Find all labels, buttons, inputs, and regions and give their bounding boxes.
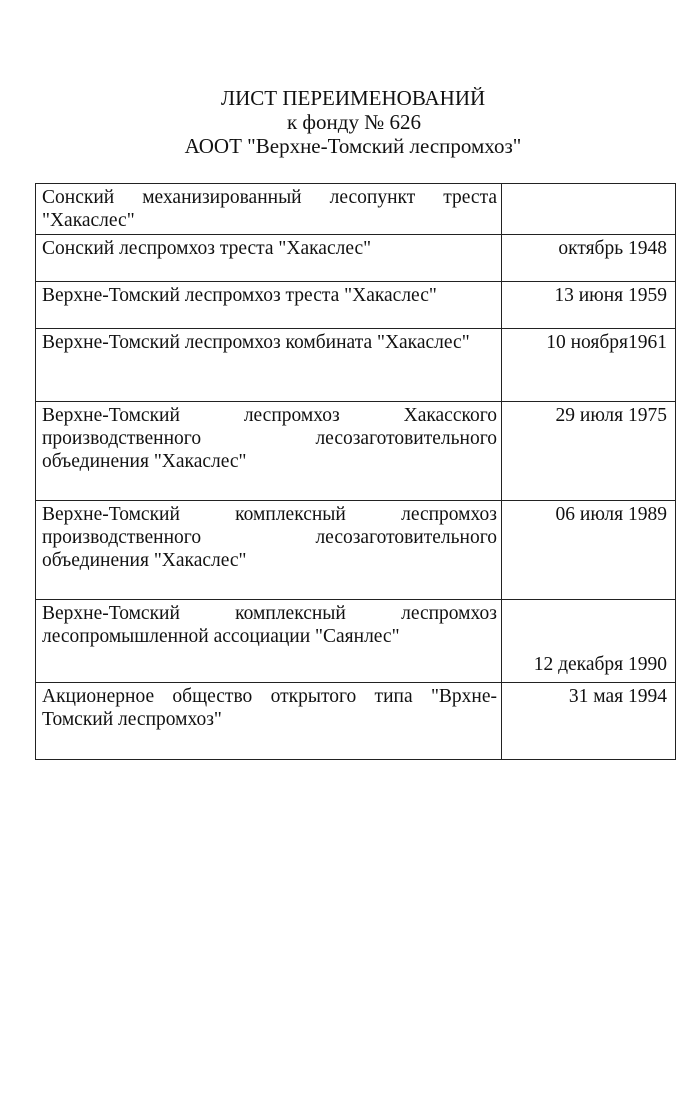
row-date: октябрь 1948 <box>502 235 676 282</box>
row-date: 06 июля 1989 <box>502 501 676 600</box>
row-date: 10 ноября1961 <box>502 329 676 402</box>
renames-table <box>35 183 676 760</box>
row-date: 29 июля 1975 <box>502 402 676 501</box>
table-row <box>36 184 676 235</box>
document-title: ЛИСТ ПЕРЕИМЕНОВАНИЙ <box>220 86 486 110</box>
table-row <box>36 329 676 402</box>
row-name: Акционерное общество открытого типа "Врхне-Томский леспромхоз" <box>36 683 502 760</box>
row-name: Верхне-Томский леспромхоз треста "Хакаслес" <box>36 282 502 329</box>
table-row <box>36 235 676 282</box>
row-name: Верхне-Томский комплексный леспромхоз лесопромышленной ассоциации "Саянлес" <box>36 600 502 683</box>
document-header <box>0 86 700 158</box>
row-name: Сонский механизированный лесопункт треста "Хакаслес" <box>36 184 502 235</box>
table-row <box>36 600 676 683</box>
row-name: Сонский леспромхоз треста "Хакаслес" <box>36 235 502 282</box>
row-name: Верхне-Томский леспромхоз комбината "Хакаслес" <box>36 329 502 402</box>
table-row <box>36 402 676 501</box>
row-name: Верхне-Томский комплексный леспромхоз производственного лесозаготовительного объединения "Хакаслес" <box>36 501 502 600</box>
row-date: 12 декабря 1990 <box>502 600 676 683</box>
row-date: 13 июня 1959 <box>502 282 676 329</box>
table-row <box>36 501 676 600</box>
row-date: 31 мая 1994 <box>502 683 676 760</box>
organization-name: АООТ "Верхне-Томский леспромхоз" <box>184 134 522 158</box>
table-row <box>36 683 676 760</box>
table-row <box>36 282 676 329</box>
row-name: Верхне-Томский леспромхоз Хакасского производственного лесозаготовительного объединения "Хакаслес" <box>36 402 502 501</box>
row-date <box>502 184 676 235</box>
fond-number: к фонду № 626 <box>286 110 422 134</box>
